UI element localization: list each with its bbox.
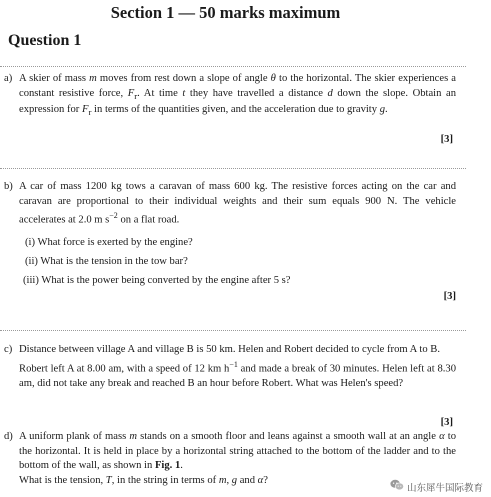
part-label: d) bbox=[4, 431, 13, 442]
marks-b: [3] bbox=[443, 291, 456, 302]
marks-c: [3] bbox=[440, 417, 453, 428]
divider bbox=[0, 66, 466, 67]
divider bbox=[0, 330, 466, 331]
part-text: A uniform plank of mass m stands on a smooth floor and leans against a smooth wall at an angle α to the horizontal. It is held in place by a horizontal string attached to the bottom of the ladder and to the bottom of the wall, as shown in Fig. 1. What is the tension, T, in the string in terms of m, g and α? bbox=[19, 431, 456, 486]
subquestion-ii: (ii) What is the tension in the tow bar? bbox=[25, 256, 188, 267]
part-label: a) bbox=[4, 73, 13, 84]
subquestion-iii: (iii) What is the power being converted by the engine after 5 s? bbox=[23, 275, 291, 286]
question-part-a bbox=[4, 72, 456, 120]
subquestion-i: (i) What force is exerted by the engine? bbox=[25, 237, 193, 248]
question-title: Question 1 bbox=[8, 32, 82, 49]
question-part-b bbox=[4, 180, 456, 228]
wechat-icon bbox=[390, 478, 404, 496]
part-text: Distance between village A and village B is 50 km. Helen and Robert decided to cycle from A to B. Robert left A at 8.00 am, with a speed of 12 km $h^{-1}$ and made a break of 30 minutes. Helen left at 8.30 am, did not take any break and reached B an hour before Robert. What was Helen's speed? bbox=[19, 344, 456, 389]
watermark bbox=[388, 479, 485, 495]
part-text: A car of mass 1200 kg tows a caravan of mass 600 kg. The resistive forces acting on the car and caravan are proportional to their individual weights and their sum equals 900 N. The vehicle accelerates at 2.0 m $s^{-2}$ on a flat road. bbox=[19, 181, 456, 226]
marks-a: [3] bbox=[440, 134, 453, 145]
question-part-c bbox=[4, 343, 456, 391]
part-label: b) bbox=[4, 181, 13, 192]
watermark-text: 山东犀牛国际教育 bbox=[406, 483, 483, 494]
section-title: Section 1 — 50 marks maximum bbox=[110, 3, 341, 22]
part-text: A skier of mass m moves from rest down a slope of angle θ to the horizontal. The skier experiences a constant resistive force, $F_r$. At time t they have travelled a distance d down the slope. Obtain an expression for $F_r$ in terms of the quantities given, and the acceleration due to gravity g. bbox=[19, 73, 456, 118]
figure-reference: Fig. 1 bbox=[154, 460, 181, 471]
divider bbox=[0, 168, 466, 169]
part-label: c) bbox=[4, 344, 13, 355]
